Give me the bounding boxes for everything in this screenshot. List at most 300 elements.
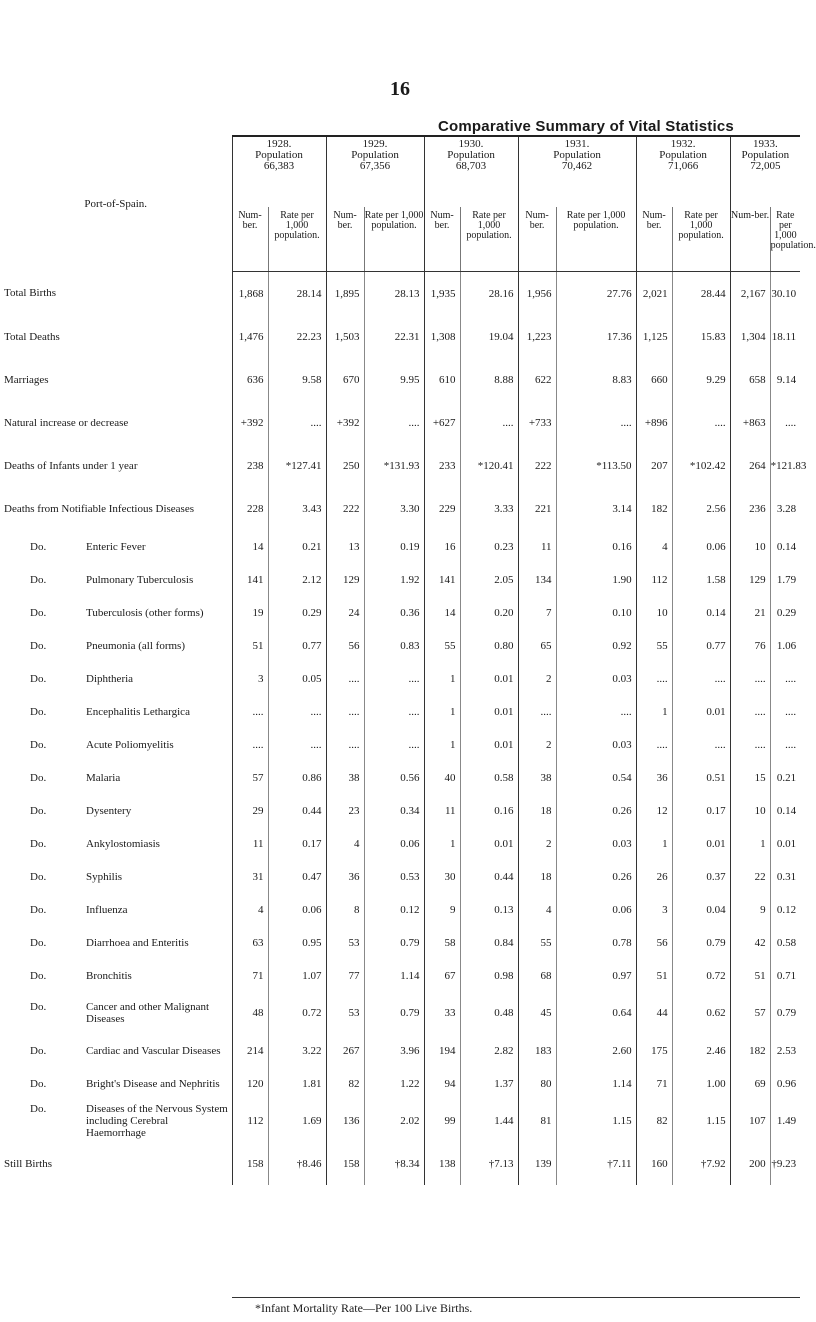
rate-cell: 0.13 (460, 893, 518, 926)
rate-cell: 3.43 (268, 487, 326, 530)
number-cell: 238 (232, 444, 268, 487)
rate-cell: 0.47 (268, 860, 326, 893)
number-cell: 67 (424, 959, 460, 992)
rate-cell: 1.81 (268, 1067, 326, 1100)
rate-cell: 0.72 (672, 959, 730, 992)
number-cell: 112 (232, 1100, 268, 1142)
number-cell: 4 (518, 893, 556, 926)
ditto-prefix: Do. (30, 804, 47, 817)
number-cell: 55 (636, 629, 672, 662)
number-cell: 48 (232, 992, 268, 1034)
number-cell: 12 (636, 794, 672, 827)
table-row (0, 662, 800, 695)
row-label (0, 596, 232, 629)
row-description: Tuberculosis (other forms) (86, 606, 204, 619)
number-cell: 229 (424, 487, 460, 530)
rate-cell: 2.60 (556, 1034, 636, 1067)
bottom-rule (232, 1297, 800, 1298)
vital-statistics-table (0, 137, 816, 1185)
row-label (0, 1034, 232, 1067)
number-cell: 636 (232, 358, 268, 401)
rate-cell: .... (770, 728, 800, 761)
number-cell: 610 (424, 358, 460, 401)
rate-cell: 2.56 (672, 487, 730, 530)
rate-cell: 0.79 (364, 926, 424, 959)
rate-cell: 0.62 (672, 992, 730, 1034)
number-cell: .... (636, 728, 672, 761)
number-cell: 16 (424, 530, 460, 563)
rate-cell: .... (556, 401, 636, 444)
rate-cell: 0.01 (460, 728, 518, 761)
rate-cell: 3.30 (364, 487, 424, 530)
rate-cell: 0.97 (556, 959, 636, 992)
number-subheader: Num-ber. (636, 207, 672, 272)
rate-cell: 0.56 (364, 761, 424, 794)
ditto-prefix: Do. (30, 1044, 47, 1057)
number-cell: 129 (730, 563, 770, 596)
number-cell: 139 (518, 1142, 556, 1185)
row-label (0, 629, 232, 662)
rate-cell: 0.77 (672, 629, 730, 662)
row-label (0, 860, 232, 893)
rate-cell: 0.01 (460, 695, 518, 728)
rate-cell: 0.36 (364, 596, 424, 629)
number-cell: 1 (636, 827, 672, 860)
number-cell: 18 (518, 860, 556, 893)
rate-cell: 0.06 (268, 893, 326, 926)
number-cell: 11 (232, 827, 268, 860)
table-row (0, 1067, 800, 1100)
number-cell: 1,868 (232, 272, 268, 316)
ditto-prefix: Do. (30, 1001, 47, 1013)
number-cell: 51 (730, 959, 770, 992)
number-cell: +896 (636, 401, 672, 444)
rate-cell: 0.03 (556, 827, 636, 860)
ditto-prefix: Do. (30, 639, 47, 652)
number-cell: .... (636, 662, 672, 695)
rate-cell: 3.28 (770, 487, 800, 530)
row-description: Cancer and other Malignant Diseases (86, 1001, 210, 1025)
rate-cell: 0.72 (268, 992, 326, 1034)
number-cell: 182 (730, 1034, 770, 1067)
number-cell: 63 (232, 926, 268, 959)
rate-cell: †7.13 (460, 1142, 518, 1185)
rate-cell: 0.48 (460, 992, 518, 1034)
row-description: Total Births (4, 287, 57, 300)
number-cell: 9 (730, 893, 770, 926)
number-cell: 10 (636, 596, 672, 629)
number-cell: .... (730, 695, 770, 728)
rate-cell: 1.37 (460, 1067, 518, 1100)
rate-cell: 19.04 (460, 315, 518, 358)
number-cell: 29 (232, 794, 268, 827)
number-cell: 107 (730, 1100, 770, 1142)
rate-cell: .... (672, 728, 730, 761)
rate-cell: †7.11 (556, 1142, 636, 1185)
number-cell: 51 (636, 959, 672, 992)
rate-cell: 15.83 (672, 315, 730, 358)
number-cell: .... (518, 695, 556, 728)
rate-cell: †8.34 (364, 1142, 424, 1185)
rate-cell: 0.58 (460, 761, 518, 794)
rate-cell: .... (460, 401, 518, 444)
number-cell: 23 (326, 794, 364, 827)
rate-cell: 0.96 (770, 1067, 800, 1100)
rate-cell: 0.54 (556, 761, 636, 794)
rate-cell: 1.00 (672, 1067, 730, 1100)
rate-cell: 3.96 (364, 1034, 424, 1067)
rate-cell: 30.10 (770, 272, 800, 316)
row-label (0, 794, 232, 827)
number-cell: 1,125 (636, 315, 672, 358)
year-header: 1931. Population 70,462 (518, 137, 636, 207)
rate-cell: *102.42 (672, 444, 730, 487)
number-cell: 8 (326, 893, 364, 926)
rate-cell: 0.20 (460, 596, 518, 629)
rate-cell: 0.31 (770, 860, 800, 893)
number-cell: 15 (730, 761, 770, 794)
number-cell: +392 (232, 401, 268, 444)
number-cell: 670 (326, 358, 364, 401)
rate-cell: 2.82 (460, 1034, 518, 1067)
rate-cell: 1.49 (770, 1100, 800, 1142)
number-subheader: Num-ber. (518, 207, 556, 272)
row-label (0, 926, 232, 959)
number-cell: 3 (232, 662, 268, 695)
row-description: Syphilis (86, 870, 123, 883)
number-cell: 1,935 (424, 272, 460, 316)
rate-subheader: Rate per 1,000 population. (556, 207, 636, 272)
row-label (0, 992, 232, 1034)
rate-cell: 0.14 (672, 596, 730, 629)
number-cell: 56 (636, 926, 672, 959)
rate-cell: 0.83 (364, 629, 424, 662)
rate-cell: 1.44 (460, 1100, 518, 1142)
table-row (0, 893, 800, 926)
rate-cell: 0.06 (556, 893, 636, 926)
rate-cell: 0.06 (364, 827, 424, 860)
number-cell: 1 (424, 662, 460, 695)
number-cell: 36 (636, 761, 672, 794)
row-header: Port-of-Spain. (84, 198, 148, 211)
ditto-prefix: Do. (30, 936, 47, 949)
year-header: 1933. Population 72,005 (730, 137, 800, 207)
number-cell: 267 (326, 1034, 364, 1067)
row-description: Still Births (4, 1157, 52, 1170)
number-cell: +627 (424, 401, 460, 444)
rate-cell: 0.19 (364, 530, 424, 563)
row-description: Diphtheria (86, 672, 134, 685)
number-cell: +863 (730, 401, 770, 444)
rate-cell: 1.58 (672, 563, 730, 596)
row-description: Encephalitis Lethargica (86, 705, 190, 718)
number-cell: 14 (232, 530, 268, 563)
rate-cell: 0.78 (556, 926, 636, 959)
row-description: Deaths from Notifiable Infectious Diseases (4, 502, 194, 515)
number-cell: 264 (730, 444, 770, 487)
row-label (0, 761, 232, 794)
ditto-prefix: Do. (30, 771, 47, 784)
number-cell: 141 (424, 563, 460, 596)
rate-cell: 1.69 (268, 1100, 326, 1142)
rate-cell: *127.41 (268, 444, 326, 487)
number-cell: 1,503 (326, 315, 364, 358)
rate-cell: .... (268, 728, 326, 761)
row-label (0, 444, 232, 487)
number-cell: 55 (518, 926, 556, 959)
rate-subheader: Rate per 1,000 population. (672, 207, 730, 272)
year-header: 1930. Population 68,703 (424, 137, 518, 207)
rate-cell: .... (364, 695, 424, 728)
number-cell: 222 (518, 444, 556, 487)
number-cell: 1,476 (232, 315, 268, 358)
row-label (0, 530, 232, 563)
rate-cell: 9.58 (268, 358, 326, 401)
number-cell: 221 (518, 487, 556, 530)
table-row (0, 1142, 800, 1185)
number-cell: 2 (518, 728, 556, 761)
rate-cell: 1.07 (268, 959, 326, 992)
number-cell: 71 (232, 959, 268, 992)
number-cell: 182 (636, 487, 672, 530)
ditto-prefix: Do. (30, 540, 47, 553)
rate-cell: 9.14 (770, 358, 800, 401)
rate-cell: 0.21 (770, 761, 800, 794)
row-description: Pulmonary Tuberculosis (86, 573, 194, 586)
rate-cell: 8.88 (460, 358, 518, 401)
rate-cell: 1.22 (364, 1067, 424, 1100)
number-cell: 30 (424, 860, 460, 893)
row-description: Deaths of Infants under 1 year (4, 459, 138, 472)
table-row (0, 761, 800, 794)
number-cell: 3 (636, 893, 672, 926)
ditto-prefix: Do. (30, 903, 47, 916)
number-cell: 81 (518, 1100, 556, 1142)
rate-cell: 0.16 (556, 530, 636, 563)
number-subheader: Num-ber. (730, 207, 770, 272)
rate-cell: 0.17 (672, 794, 730, 827)
rate-cell: 2.46 (672, 1034, 730, 1067)
row-label (0, 959, 232, 992)
rate-cell: 0.12 (364, 893, 424, 926)
rate-cell: †8.46 (268, 1142, 326, 1185)
number-cell: 14 (424, 596, 460, 629)
number-cell: .... (232, 695, 268, 728)
rate-cell: 9.95 (364, 358, 424, 401)
row-description: Bronchitis (86, 969, 132, 982)
number-cell: 134 (518, 563, 556, 596)
number-cell: .... (730, 728, 770, 761)
row-label (0, 827, 232, 860)
rate-subheader: Rate per 1,000 population. (268, 207, 326, 272)
rate-cell: *121.83 (770, 444, 800, 487)
page-title: Comparative Summary of Vital Statistics (438, 118, 734, 135)
number-cell: 42 (730, 926, 770, 959)
number-cell: 36 (326, 860, 364, 893)
rate-cell: 17.36 (556, 315, 636, 358)
rate-cell: 0.44 (460, 860, 518, 893)
number-cell: 10 (730, 794, 770, 827)
rate-cell: †9.23 (770, 1142, 800, 1185)
table-row (0, 487, 800, 530)
number-cell: 222 (326, 487, 364, 530)
rate-cell: 18.11 (770, 315, 800, 358)
rate-cell: 8.83 (556, 358, 636, 401)
rate-cell: 0.14 (770, 530, 800, 563)
year-header: 1928. Population 66,383 (232, 137, 326, 207)
rate-cell: .... (672, 401, 730, 444)
rate-cell: 9.29 (672, 358, 730, 401)
row-description: Dysentery (86, 804, 132, 817)
number-cell: 2,021 (636, 272, 672, 316)
number-cell: 1 (424, 728, 460, 761)
number-cell: 10 (730, 530, 770, 563)
number-cell: 660 (636, 358, 672, 401)
rate-cell: 0.84 (460, 926, 518, 959)
rate-cell: 0.16 (460, 794, 518, 827)
number-cell: 250 (326, 444, 364, 487)
rate-cell: 0.53 (364, 860, 424, 893)
number-cell: 55 (424, 629, 460, 662)
row-label (0, 695, 232, 728)
rate-cell: 0.01 (672, 827, 730, 860)
ditto-prefix: Do. (30, 705, 47, 718)
rate-cell: 0.01 (460, 827, 518, 860)
row-label (0, 1100, 232, 1142)
number-cell: 1 (636, 695, 672, 728)
number-cell: +392 (326, 401, 364, 444)
number-cell: 44 (636, 992, 672, 1034)
rate-subheader: Rate per 1,000 population. (364, 207, 424, 272)
number-cell: 1 (424, 827, 460, 860)
row-description: Malaria (86, 771, 121, 784)
number-cell: 112 (636, 563, 672, 596)
row-description: Acute Poliomyelitis (86, 738, 174, 751)
row-label (0, 487, 232, 530)
number-cell: 1,308 (424, 315, 460, 358)
table-row (0, 926, 800, 959)
number-cell: 214 (232, 1034, 268, 1067)
rate-cell: 0.01 (672, 695, 730, 728)
ditto-prefix: Do. (30, 672, 47, 685)
rate-cell: 0.34 (364, 794, 424, 827)
rate-cell: *131.93 (364, 444, 424, 487)
number-cell: 1 (730, 827, 770, 860)
number-cell: 56 (326, 629, 364, 662)
number-cell: 233 (424, 444, 460, 487)
rate-cell: 0.17 (268, 827, 326, 860)
number-cell: 4 (232, 893, 268, 926)
number-cell: 69 (730, 1067, 770, 1100)
number-cell: 1,956 (518, 272, 556, 316)
rate-cell: 0.79 (672, 926, 730, 959)
rate-cell: 0.86 (268, 761, 326, 794)
year-header: 1932. Population 71,066 (636, 137, 730, 207)
number-subheader: Num-ber. (424, 207, 460, 272)
rate-cell: 0.95 (268, 926, 326, 959)
table-row (0, 1100, 800, 1142)
rate-cell: 22.31 (364, 315, 424, 358)
number-cell: 175 (636, 1034, 672, 1067)
number-cell: 21 (730, 596, 770, 629)
number-cell: .... (326, 662, 364, 695)
number-cell: 99 (424, 1100, 460, 1142)
number-cell: 26 (636, 860, 672, 893)
table-body (0, 272, 807, 1186)
number-cell: 38 (326, 761, 364, 794)
rate-cell: .... (268, 401, 326, 444)
table-row (0, 860, 800, 893)
row-description: Enteric Fever (86, 540, 146, 553)
rate-cell: 1.14 (556, 1067, 636, 1100)
rate-cell: 0.92 (556, 629, 636, 662)
rate-cell: 0.51 (672, 761, 730, 794)
rate-cell: 0.04 (672, 893, 730, 926)
number-cell: 38 (518, 761, 556, 794)
table-row (0, 563, 800, 596)
rate-cell: 1.79 (770, 563, 800, 596)
row-label (0, 1067, 232, 1100)
number-cell: 160 (636, 1142, 672, 1185)
number-cell: 65 (518, 629, 556, 662)
rate-cell: 0.12 (770, 893, 800, 926)
rate-cell: .... (364, 662, 424, 695)
ditto-prefix: Do. (30, 1077, 47, 1090)
rate-cell: 0.77 (268, 629, 326, 662)
row-description: Diarrhoea and Enteritis (86, 936, 189, 949)
number-subheader: Num-ber. (326, 207, 364, 272)
header-years-row (0, 137, 800, 207)
number-cell: 141 (232, 563, 268, 596)
row-label (0, 563, 232, 596)
number-cell: 94 (424, 1067, 460, 1100)
rate-cell: 0.26 (556, 794, 636, 827)
number-cell: 1 (424, 695, 460, 728)
number-cell: 622 (518, 358, 556, 401)
number-cell: 183 (518, 1034, 556, 1067)
number-cell: 1,304 (730, 315, 770, 358)
rate-cell: .... (364, 728, 424, 761)
number-cell: 1,895 (326, 272, 364, 316)
number-cell: 53 (326, 992, 364, 1034)
rate-cell: 3.33 (460, 487, 518, 530)
table-row (0, 444, 800, 487)
ditto-prefix: Do. (30, 969, 47, 982)
number-cell: 120 (232, 1067, 268, 1100)
number-cell: 4 (326, 827, 364, 860)
row-description: Marriages (4, 373, 49, 386)
rate-cell: 0.58 (770, 926, 800, 959)
rate-cell: 28.44 (672, 272, 730, 316)
row-label (0, 315, 232, 358)
page-number: 16 (390, 78, 410, 100)
number-cell: 71 (636, 1067, 672, 1100)
number-cell: 22 (730, 860, 770, 893)
rate-cell: 1.15 (672, 1100, 730, 1142)
number-cell: 77 (326, 959, 364, 992)
table-row (0, 272, 800, 316)
table-row (0, 530, 800, 563)
rate-cell: 0.79 (770, 992, 800, 1034)
ditto-prefix: Do. (30, 573, 47, 586)
rate-cell: 0.03 (556, 728, 636, 761)
number-cell: 200 (730, 1142, 770, 1185)
rate-cell: 2.53 (770, 1034, 800, 1067)
rate-cell: 0.98 (460, 959, 518, 992)
number-cell: 194 (424, 1034, 460, 1067)
number-cell: 57 (232, 761, 268, 794)
table-row (0, 992, 800, 1034)
